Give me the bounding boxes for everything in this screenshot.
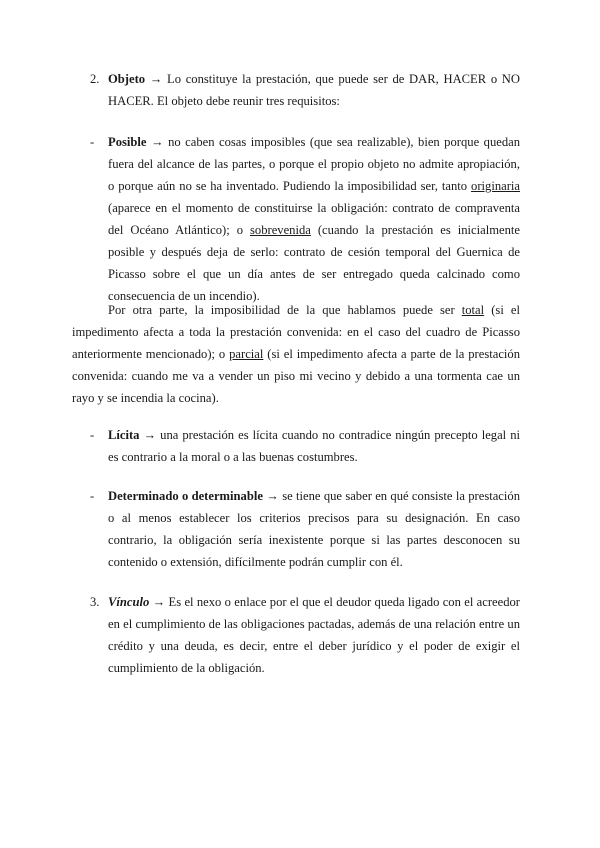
licita-text: una prestación es lícita cuando no contradice ningún precepto legal ni es contrario a la moral o a las buenas costumbres. (108, 428, 520, 464)
vinculo-item (108, 591, 520, 679)
term-sobrevenida: sobrevenida (250, 223, 311, 237)
licita-item (108, 424, 520, 468)
objeto-item (108, 68, 520, 112)
term-originaria: originaria (471, 179, 520, 193)
bullet-dash: - (90, 489, 95, 503)
arrow: → (149, 72, 163, 86)
term-licita: Lícita (108, 428, 140, 442)
term-parcial: parcial (229, 347, 264, 361)
list-marker-3: 3. (90, 595, 100, 609)
arrow: → (150, 135, 164, 149)
paragraph-text-2: (si el impedimento afecta a toda la prestación convenida: en el caso del cuadro de Picasso anteriormente mencionado); o (72, 303, 520, 361)
bullet-dash: - (90, 428, 95, 442)
objeto-line-1: Lo constituye la prestación, que puede ser de DAR, HACER o NO (167, 72, 520, 86)
term-total: total (461, 303, 485, 317)
posible-item (108, 131, 520, 307)
term-objeto: Objeto (108, 72, 146, 86)
determinado-item (108, 485, 520, 573)
paragraph-text-1: Por otra parte, la imposibilidad de la que hablamos puede ser (108, 303, 455, 317)
posible-text-3: (cuando la prestación es inicialmente posible y después deja de serlo: contrato de cesión temporal del Guernica de Picasso sobre el que un día antes de ser entregado queda calcinado como consecuencia de un incendio). (108, 223, 520, 303)
arrow: → (152, 595, 166, 609)
arrow: → (266, 489, 279, 503)
posible-text-1: no caben cosas imposibles (que sea realizable), bien porque quedan fuera del alcance de las partes, o porque el propio objeto no admite apropiación, o porque aún no se ha inventado. Pudiendo la imposibilidad ser, tanto (108, 135, 521, 193)
determinado-text: se tiene que saber en qué consiste la prestación o al menos establecer los criterios precisos para su designación. En caso contrario, la obligación sería inexistente porque si las partes desconocen su contenido o extensión, difícilmente podrán cumplir con él. (108, 489, 520, 569)
posible-text-2: (aparece en el momento de constituirse la obligación: contrato de compraventa del Océano Atlántico); o (108, 201, 520, 237)
objeto-line-2: HACER. El objeto debe reunir tres requisitos: (108, 94, 340, 108)
term-vinculo: Vínculo (108, 595, 150, 609)
paragraph-text-3: (si el impedimento afecta a parte de la prestación convenida: cuando me va a vender un piso mi vecino y debido a una tormenta cae un rayo y se incendia la cocina). (72, 347, 520, 405)
list-marker-2: 2. (90, 72, 100, 86)
term-determinado: Determinado o determinable (108, 489, 263, 503)
imposibilidad-paragraph (72, 299, 520, 409)
arrow: → (143, 428, 157, 442)
bullet-dash: - (90, 135, 95, 149)
vinculo-text: Es el nexo o enlace por el que el deudor queda ligado con el acreedor en el cumplimiento de las obligaciones pactadas, además de una relación entre un crédito y una deuda, es decir, entre el deber jurídico y el poder de exigir el cumplimiento de la obligación. (108, 595, 520, 675)
term-posible: Posible (108, 135, 147, 149)
